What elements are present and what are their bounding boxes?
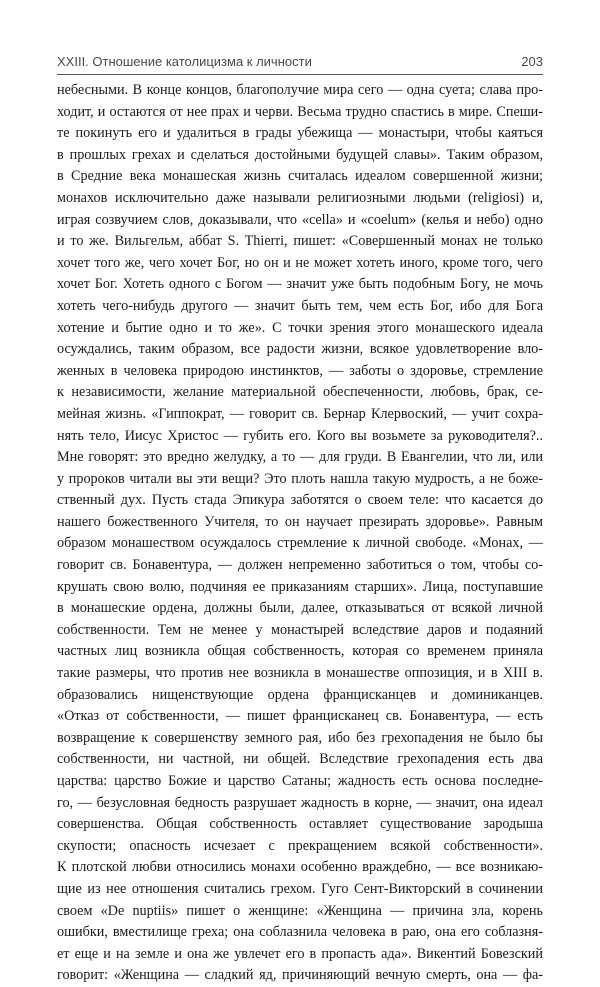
text-line: крушать свою волю, подчиняя ее приказаниям старших». Лица, поступавшие [57,578,543,595]
text-line: собственности. Тем не менее у монастырей вследствие даров и подаяний [57,621,543,638]
text-line: монахов исключительно даже называли религиозными людьми (religiosi) и, [57,189,543,206]
text-line: женных в человека природою инстинктов, — заботы о здоровье, стремление [57,362,543,379]
text-line: нашего божественного Учителя, то он научает презирать здоровье». Равным [57,513,543,530]
text-line: возвращение к совершенству земного рая, ибо без грехопадения не было бы [57,729,543,746]
text-line: ственный дух. Пусть стада Эпикура заботятся о своем теле: что касается до [57,492,543,509]
text-line: хочет того же, чего хочет Бог, но он и не может хотеть иного, кроме того, чего [57,254,543,271]
text-line: в монашеские ордена, должны были, далее, отказываться от всякой личной [57,600,543,617]
body-text [57,80,543,987]
text-line: Мне говорят: это вредно желудку, а то — для груди. В Евангелии, что ли, или [57,449,543,466]
text-line: такие размеры, что против нее возникла в монашестве оппозиция, и в XIII в. [57,665,543,682]
running-header [57,54,543,72]
page-number: 203 [521,54,543,69]
text-line: хотеть чего-нибудь другого — значит быть тем, чем есть Бог, ибо для Бога [57,297,543,314]
text-line: «Отказ от собственности, — пишет францисканец св. Бонавентура, — есть [57,708,543,725]
text-line: щие из нее отношения считались грехом. Гуго Сент-Викторский в сочинении [57,880,543,897]
text-line: и то же. Вильгельм, аббат S. Thierri, пишет: «Совершенный монах не только [57,233,543,250]
text-line: говорит св. Бонавентура, — должен непременно заботиться о том, чтобы со- [57,557,543,574]
text-line: К плотской любви относились монахи особенно враждебно, — все возникаю- [57,859,543,876]
text-line: своем «De nuptiis» пишет о женщине: «Женщина — причина зла, корень [57,902,543,919]
text-line: частных лиц возникла общая собственность, которая со временем приняла [57,643,543,660]
text-line: ет еще и на земле и она же увлечет его в пропасть ада». Викентий Бовезский [57,945,543,962]
text-line: ходит, и остаются от нее прах и черви. Весьма трудно спастись в мире. Спеши- [57,103,543,120]
text-line: нять тело, Иисус Христос — губить его. Кого вы возьмете за руководителя?.. [57,427,543,444]
text-line: небесными. В конце концов, благополучие мира сего — одна суета; слава про- [57,82,543,98]
text-line: в Средние века монашеская жизнь считалась идеалом совершенной жизни; [57,168,543,185]
text-line: образовались нищенствующие ордена францисканцев и доминиканцев. [57,686,543,703]
text-line: у пророков читали вы эти вещи? Это плоть нашла такую мудрость, а не боже- [57,470,543,487]
text-line: совершенства. Общая собственность оставляет существование зародыша [57,816,543,833]
text-line: к независимости, желание материальной обеспеченности, любовь, брак, се- [57,384,543,401]
text-line: в прошлых грехах и сделаться достойными будущей славы». Таким образом, [57,146,543,163]
text-line: ошибки, вместилище греха; она соблазнила человека в раю, она его соблазня- [57,924,543,941]
chapter-title: XXIII. Отношение католицизма к личности [57,54,312,69]
text-line: скупости; опасность исчезает с прекращением всякой собственности». [57,837,543,854]
text-line: те покинуть его и удалиться в грады убежища — монастыри, чтобы каяться [57,125,543,142]
text-line: хотение и бытие одно и то же». С точки зрения этого монашеского идеала [57,319,543,336]
text-line: играя созвучием слов, доказывали, что «cella» и «coelum» (келья и небо) одно [57,211,543,228]
text-line: хочет Бог. Хотеть одного с Богом — значит уже быть подобным Богу, не мочь [57,276,543,293]
header-rule [57,74,543,75]
text-line: го, — безусловная бедность разрушает жадность в корне, — значит, она идеал [57,794,543,811]
text-line: мейная жизнь. «Гиппократ, — говорит св. Бернар Клервоский, — учит сохра- [57,405,543,422]
text-line: царства: царство Божие и царство Сатаны; жадность есть основа последне- [57,773,543,789]
text-line: говорит: «Женщина — сладкий яд, причиняющий вечную смерть, она — фа- [57,967,543,984]
text-line: осуждались, таким образом, все радости жизни, всякое удовлетворение вло- [57,341,543,358]
text-line: собственности, ни частной, ни общей. Вследствие грехопадения есть два [57,751,543,768]
text-line: образом монашеством осуждалось стремление к личной свободе. «Монах, — [57,535,543,552]
